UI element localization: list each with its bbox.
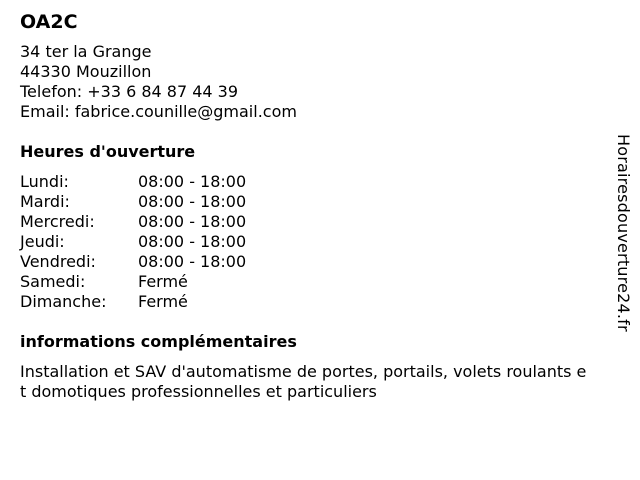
hours-row-sunday bbox=[20, 292, 600, 312]
hours-time-value: 08:00 - 18:00 bbox=[138, 192, 247, 211]
hours-day-label: Dimanche: bbox=[20, 292, 107, 311]
hours-time-value: 08:00 - 18:00 bbox=[138, 212, 247, 231]
hours-time-value: Fermé bbox=[138, 292, 188, 311]
opening-hours-table bbox=[20, 172, 600, 312]
business-name: OA2C bbox=[20, 11, 78, 33]
hours-row-saturday bbox=[20, 272, 600, 292]
hours-day-label: Jeudi: bbox=[20, 232, 65, 251]
hours-time-value: 08:00 - 18:00 bbox=[138, 172, 247, 191]
address-street: 34 ter la Grange bbox=[20, 42, 152, 61]
hours-time-value: 08:00 - 18:00 bbox=[138, 232, 247, 251]
email-address: Email: fabrice.counille@gmail.com bbox=[20, 102, 297, 121]
additional-info-heading: informations complémentaires bbox=[20, 332, 297, 351]
opening-hours-heading: Heures d'ouverture bbox=[20, 142, 196, 161]
business-card bbox=[20, 10, 600, 402]
hours-time-value: 08:00 - 18:00 bbox=[138, 252, 247, 271]
site-watermark: Horairesdouverture24.fr bbox=[614, 134, 633, 332]
hours-day-label: Mardi: bbox=[20, 192, 70, 211]
hours-day-label: Lundi: bbox=[20, 172, 69, 191]
hours-row-monday bbox=[20, 172, 600, 192]
hours-day-label: Vendredi: bbox=[20, 252, 96, 271]
hours-row-friday bbox=[20, 252, 600, 272]
hours-row-tuesday bbox=[20, 192, 600, 212]
hours-row-wednesday bbox=[20, 212, 600, 232]
hours-day-label: Mercredi: bbox=[20, 212, 95, 231]
phone-number: Telefon: +33 6 84 87 44 39 bbox=[20, 82, 239, 101]
hours-time-value: Fermé bbox=[138, 272, 188, 291]
hours-day-label: Samedi: bbox=[20, 272, 86, 291]
additional-info-text: Installation et SAV d'automatisme de portes, portails, volets roulants et domotiques professionnelles et particuliers bbox=[20, 362, 587, 401]
hours-row-thursday bbox=[20, 232, 600, 252]
address-city: 44330 Mouzillon bbox=[20, 62, 152, 81]
